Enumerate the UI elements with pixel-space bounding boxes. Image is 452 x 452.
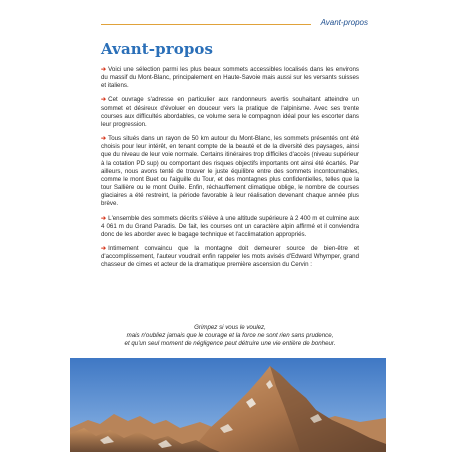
mountain-peak-photo <box>70 358 386 452</box>
paragraph <box>101 245 359 269</box>
arrow-right-icon: ➔ <box>101 135 107 143</box>
arrow-right-icon: ➔ <box>101 96 107 104</box>
header-section-label: Avant-propos <box>320 18 368 27</box>
arrow-right-icon: ➔ <box>101 244 107 252</box>
arrow-right-icon: ➔ <box>101 214 107 222</box>
quote-line: et qu'un seul moment de négligence peut détruire une vie entière de bonheur. <box>124 340 336 348</box>
paragraph-text: Cet ouvrage s'adresse en particulier aux randonneurs avertis souhaitant atteindre un sommet et désireux d'évoluer en douceur vers la pratique de l'alpinisme. Avec ses trente courses aux difficultés abordables, ce volume sera le compagnon idéal pour les escorter dans leur progression. <box>101 96 359 128</box>
mountain-photo-drawing <box>70 358 386 452</box>
quote-line: Grimpez si vous le voulez, <box>194 324 266 331</box>
paragraph <box>101 215 359 239</box>
arrow-right-icon: ➔ <box>101 66 107 73</box>
quote-line: mais n'oubliez jamais que le courage et la force ne sont rien sans prudence, <box>126 332 334 340</box>
paragraph-text: Intimement convaincu que la montagne doit demeurer source de bien-être et d'accomplissement, l'auteur voudrait enfin rappeler les mots avisés d'Edward Whymper, grand chasseur de cimes et acteur de la dramatique première ascension du Cervin : <box>101 244 359 269</box>
header-rule <box>101 24 311 25</box>
paragraph-text: Tous situés dans un rayon de 50 km autour du Mont-Blanc, les sommets présentés ont été choisis pour leur intérêt, en tenant compte de la beauté et de la diversité des paysages, ainsi que du niveau de leur voie normale. Certains itinéraires trop difficiles d'accès (niveau supérieur à la cotation PD sup) ou comportant des risques objectifs importants ont ainsi été écartés. Par ailleurs, nous avons tenté de trouver le juste équilibre entre des sommets incontournables, comme le mont Buet ou l'aiguille du Tour, et des montagnes plus confidentielles, telles que la tour Sallière ou le mont Ouille. Enfin, réchauffement climatique oblige, le nombre de courses glaciaires a été restreint, la période favorable à leur réalisation devenant chaque année plus brève. <box>101 135 359 208</box>
page-title: Avant-propos <box>101 40 214 58</box>
paragraph-text: L'ensemble des sommets décrits s'élève à une altitude supérieure à 2 400 m et culmine aux 4 061 m du Grand Paradis. De fait, les courses ont un caractère alpin affirmé et il conviendra donc de les aborder avec le bagage technique et l'acclimatation appropriés. <box>101 214 359 238</box>
whymper-quote <box>101 324 359 349</box>
body-text <box>101 66 359 275</box>
paragraph <box>101 66 359 90</box>
paragraph <box>101 135 359 208</box>
paragraph <box>101 96 359 129</box>
paragraph-text: Voici une sélection parmi les plus beaux sommets accessibles localisés dans les environs du massif du Mont-Blanc, principalement en Haute-Savoie mais aussi sur les versants suisses et italiens. <box>101 66 359 90</box>
